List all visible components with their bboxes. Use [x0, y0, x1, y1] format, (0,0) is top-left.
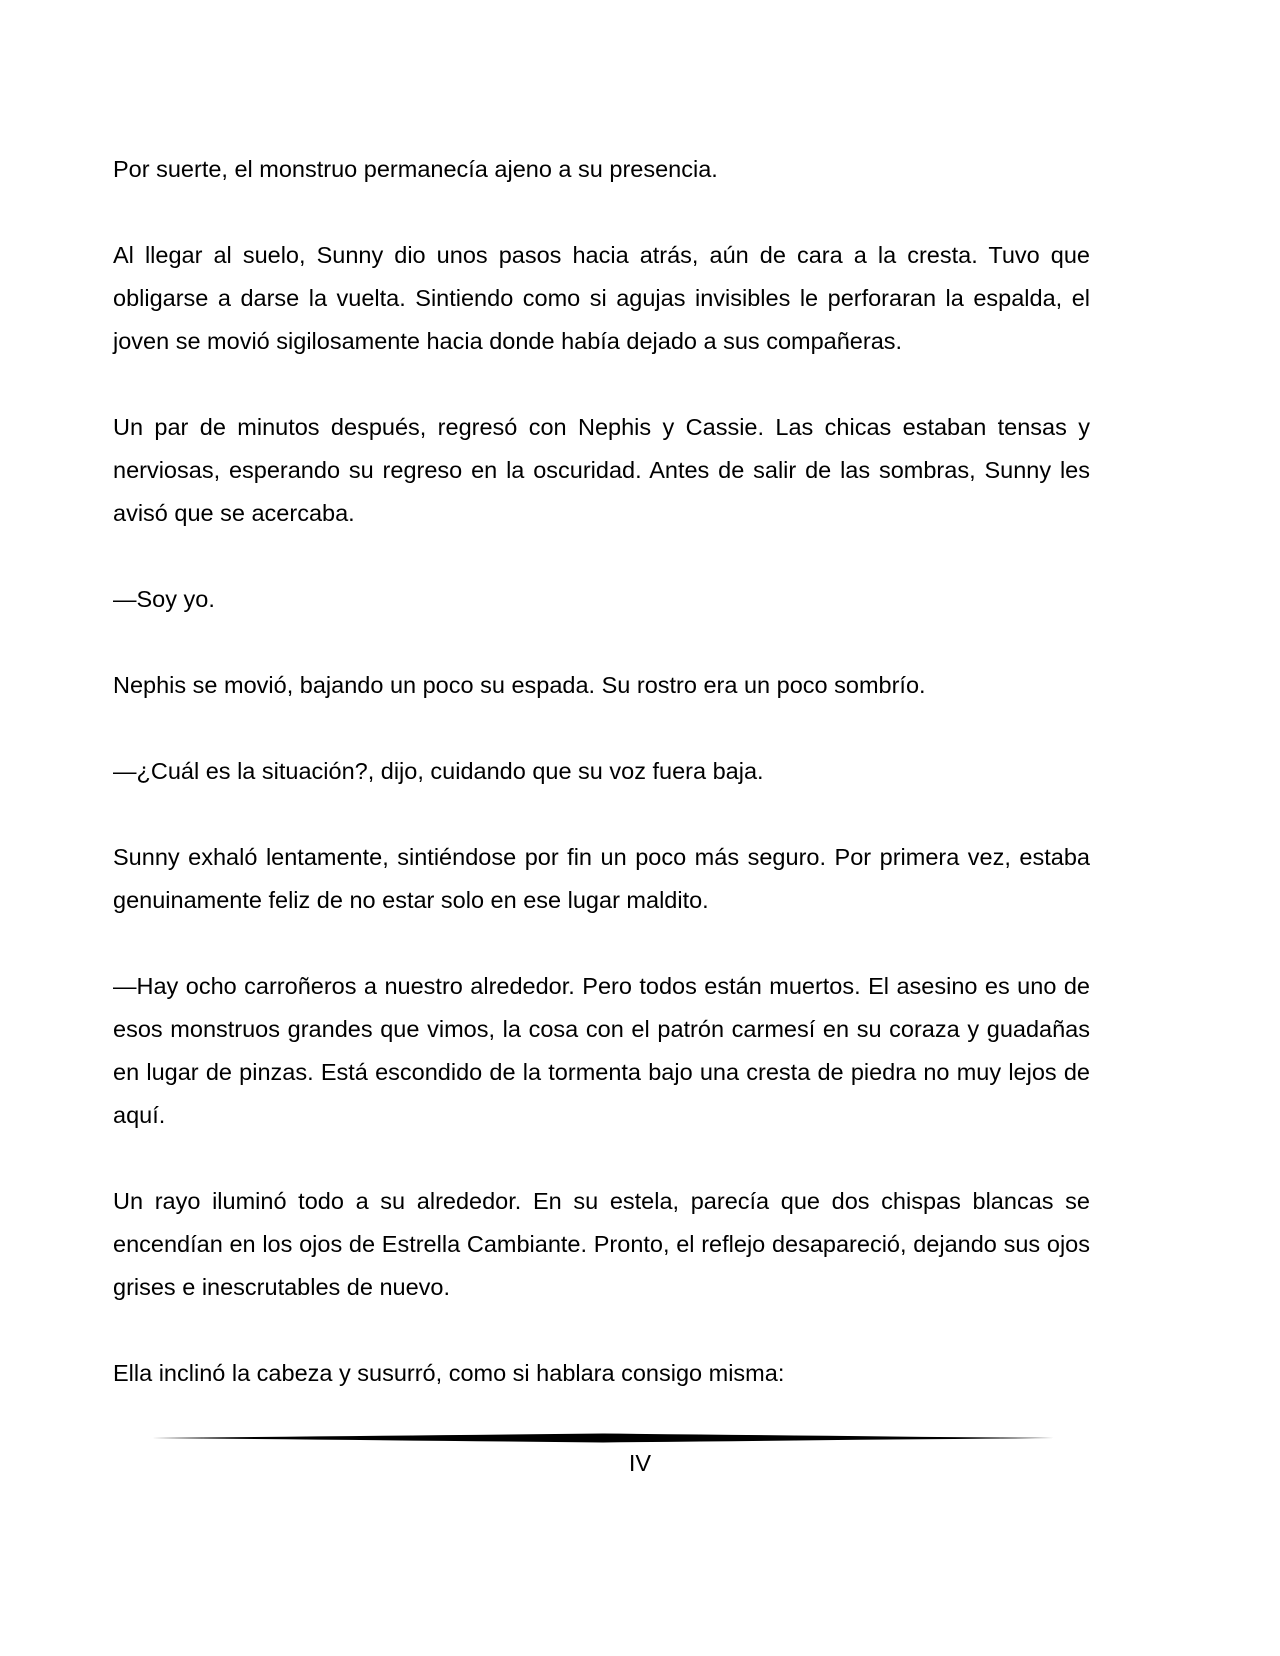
text-body — [113, 148, 1090, 1438]
ornamental-divider-icon — [152, 1432, 1054, 1444]
paragraph: Un rayo iluminó todo a su alrededor. En su estela, parecía que dos chispas blancas se encendían en los ojos de Estrella Cambiante. Pronto, el reflejo desapareció, dejando sus ojos grises e inescrutables de nuevo. — [113, 1188, 1090, 1300]
paragraph: Nephis se movió, bajando un poco su espada. Su rostro era un poco sombrío. — [113, 672, 926, 698]
paragraph: Ella inclinó la cabeza y susurró, como si hablara consigo misma: — [113, 1360, 785, 1386]
paragraph: —Soy yo. — [113, 586, 215, 612]
page-number: IV — [628, 1450, 652, 1476]
paragraph: —Hay ocho carroñeros a nuestro alrededor. Pero todos están muertos. El asesino es uno de esos monstruos grandes que vimos, la cosa con el patrón carmesí en su coraza y guadañas en lugar de pinzas. Está escondido de la tormenta bajo una cresta de piedra no muy lejos de aquí. — [113, 973, 1090, 1128]
paragraph: Sunny exhaló lentamente, sintiéndose por fin un poco más seguro. Por primera vez, estaba genuinamente feliz de no estar solo en ese lugar maldito. — [113, 844, 1090, 913]
paragraph: Al llegar al suelo, Sunny dio unos pasos hacia atrás, aún de cara a la cresta. Tuvo que obligarse a darse la vuelta. Sintiendo como si agujas invisibles le perforaran la espalda, el joven se movió sigilosamente hacia donde había dejado a sus compañeras. — [113, 242, 1090, 354]
paragraph: —¿Cuál es la situación?, dijo, cuidando que su voz fuera baja. — [113, 758, 764, 784]
paragraph: Un par de minutos después, regresó con Nephis y Cassie. Las chicas estaban tensas y nerviosas, esperando su regreso en la oscuridad. Antes de salir de las sombras, Sunny les avisó que se acercaba. — [113, 414, 1090, 526]
paragraph: Por suerte, el monstruo permanecía ajeno a su presencia. — [113, 156, 718, 182]
